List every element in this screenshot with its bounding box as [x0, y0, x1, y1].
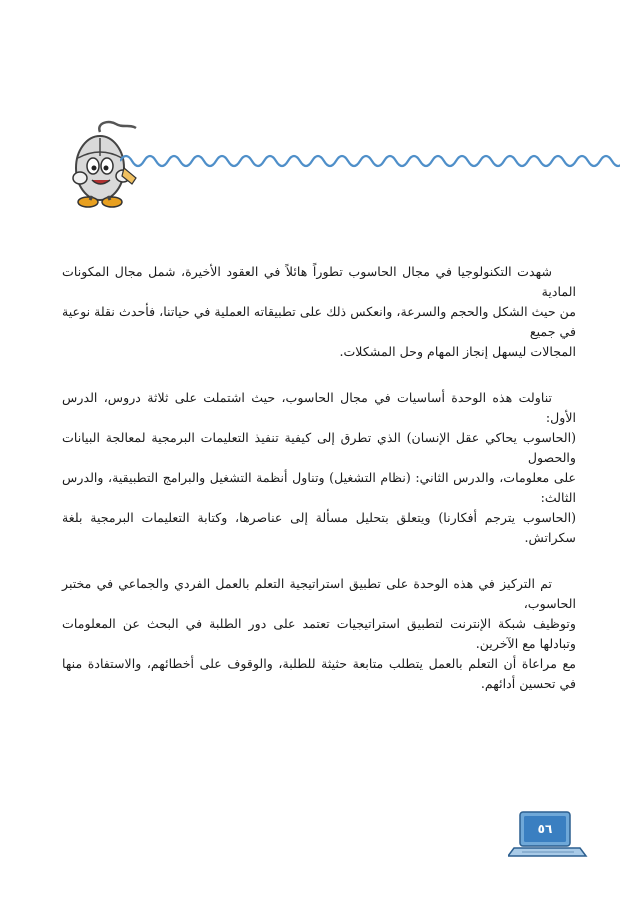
main-text: [62, 262, 576, 720]
chapter-header: [60, 118, 590, 208]
text-line: على معلومات، والدرس الثاني: (نظام التشغيل) وتناول أنظمة التشغيل والبرامج التطبيقية، والدرس الثالث:: [62, 470, 576, 505]
lessons-paragraph: [62, 388, 576, 548]
text-line: تناولت هذه الوحدة أساسيات في مجال الحاسوب، حيث اشتملت على ثلاثة دروس، الدرس الأول:: [62, 390, 576, 425]
strategy-paragraph: [62, 574, 576, 694]
text-line: مع مراعاة أن التعلم بالعمل يتطلب متابعة حثيثة للطلبة، والوقوف على أخطائهم، والاستفادة منها في تحسين أدائهم.: [62, 656, 576, 691]
text-line: المجالات ليسهل إنجاز المهام وحل المشكلات.: [339, 344, 576, 359]
text-line: وتوظيف شبكة الإنترنت لتطبيق استراتيجيات تعتمد على دور الطلبة في البحث عن المعلومات وتبادلها مع الآخرين.: [62, 616, 576, 651]
text-line: (الحاسوب يحاكي عقل الإنسان) الذي تطرق إلى كيفية تنفيذ التعليمات البرمجية لمعالجة البيانات والحصول: [62, 430, 576, 465]
page-footer: [508, 808, 588, 860]
text-line: شهدت التكنولوجيا في مجال الحاسوب تطوراً هائلاً في العقود الأخيرة، شمل مجال المكونات المادية: [62, 264, 576, 299]
intro-paragraph: [62, 262, 576, 362]
page-number: ٥٦: [537, 822, 553, 836]
text-line: من حيث الشكل والحجم والسرعة، وانعكس ذلك على تطبيقاته العملية في حياتنا، فأحدث نقلة نوعية في جميع: [62, 304, 576, 339]
decorative-wave-divider: [120, 148, 620, 174]
text-line: (الحاسوب يترجم أفكارنا) ويتعلق بتحليل مسألة إلى عناصرها، وكتابة التعليمات البرمجية بلغة سكراتش.: [62, 510, 576, 545]
text-line: تم التركيز في هذه الوحدة على تطبيق استراتيجية التعلم بالعمل الفردي والجماعي في مختبر الحاسوب،: [62, 576, 576, 611]
